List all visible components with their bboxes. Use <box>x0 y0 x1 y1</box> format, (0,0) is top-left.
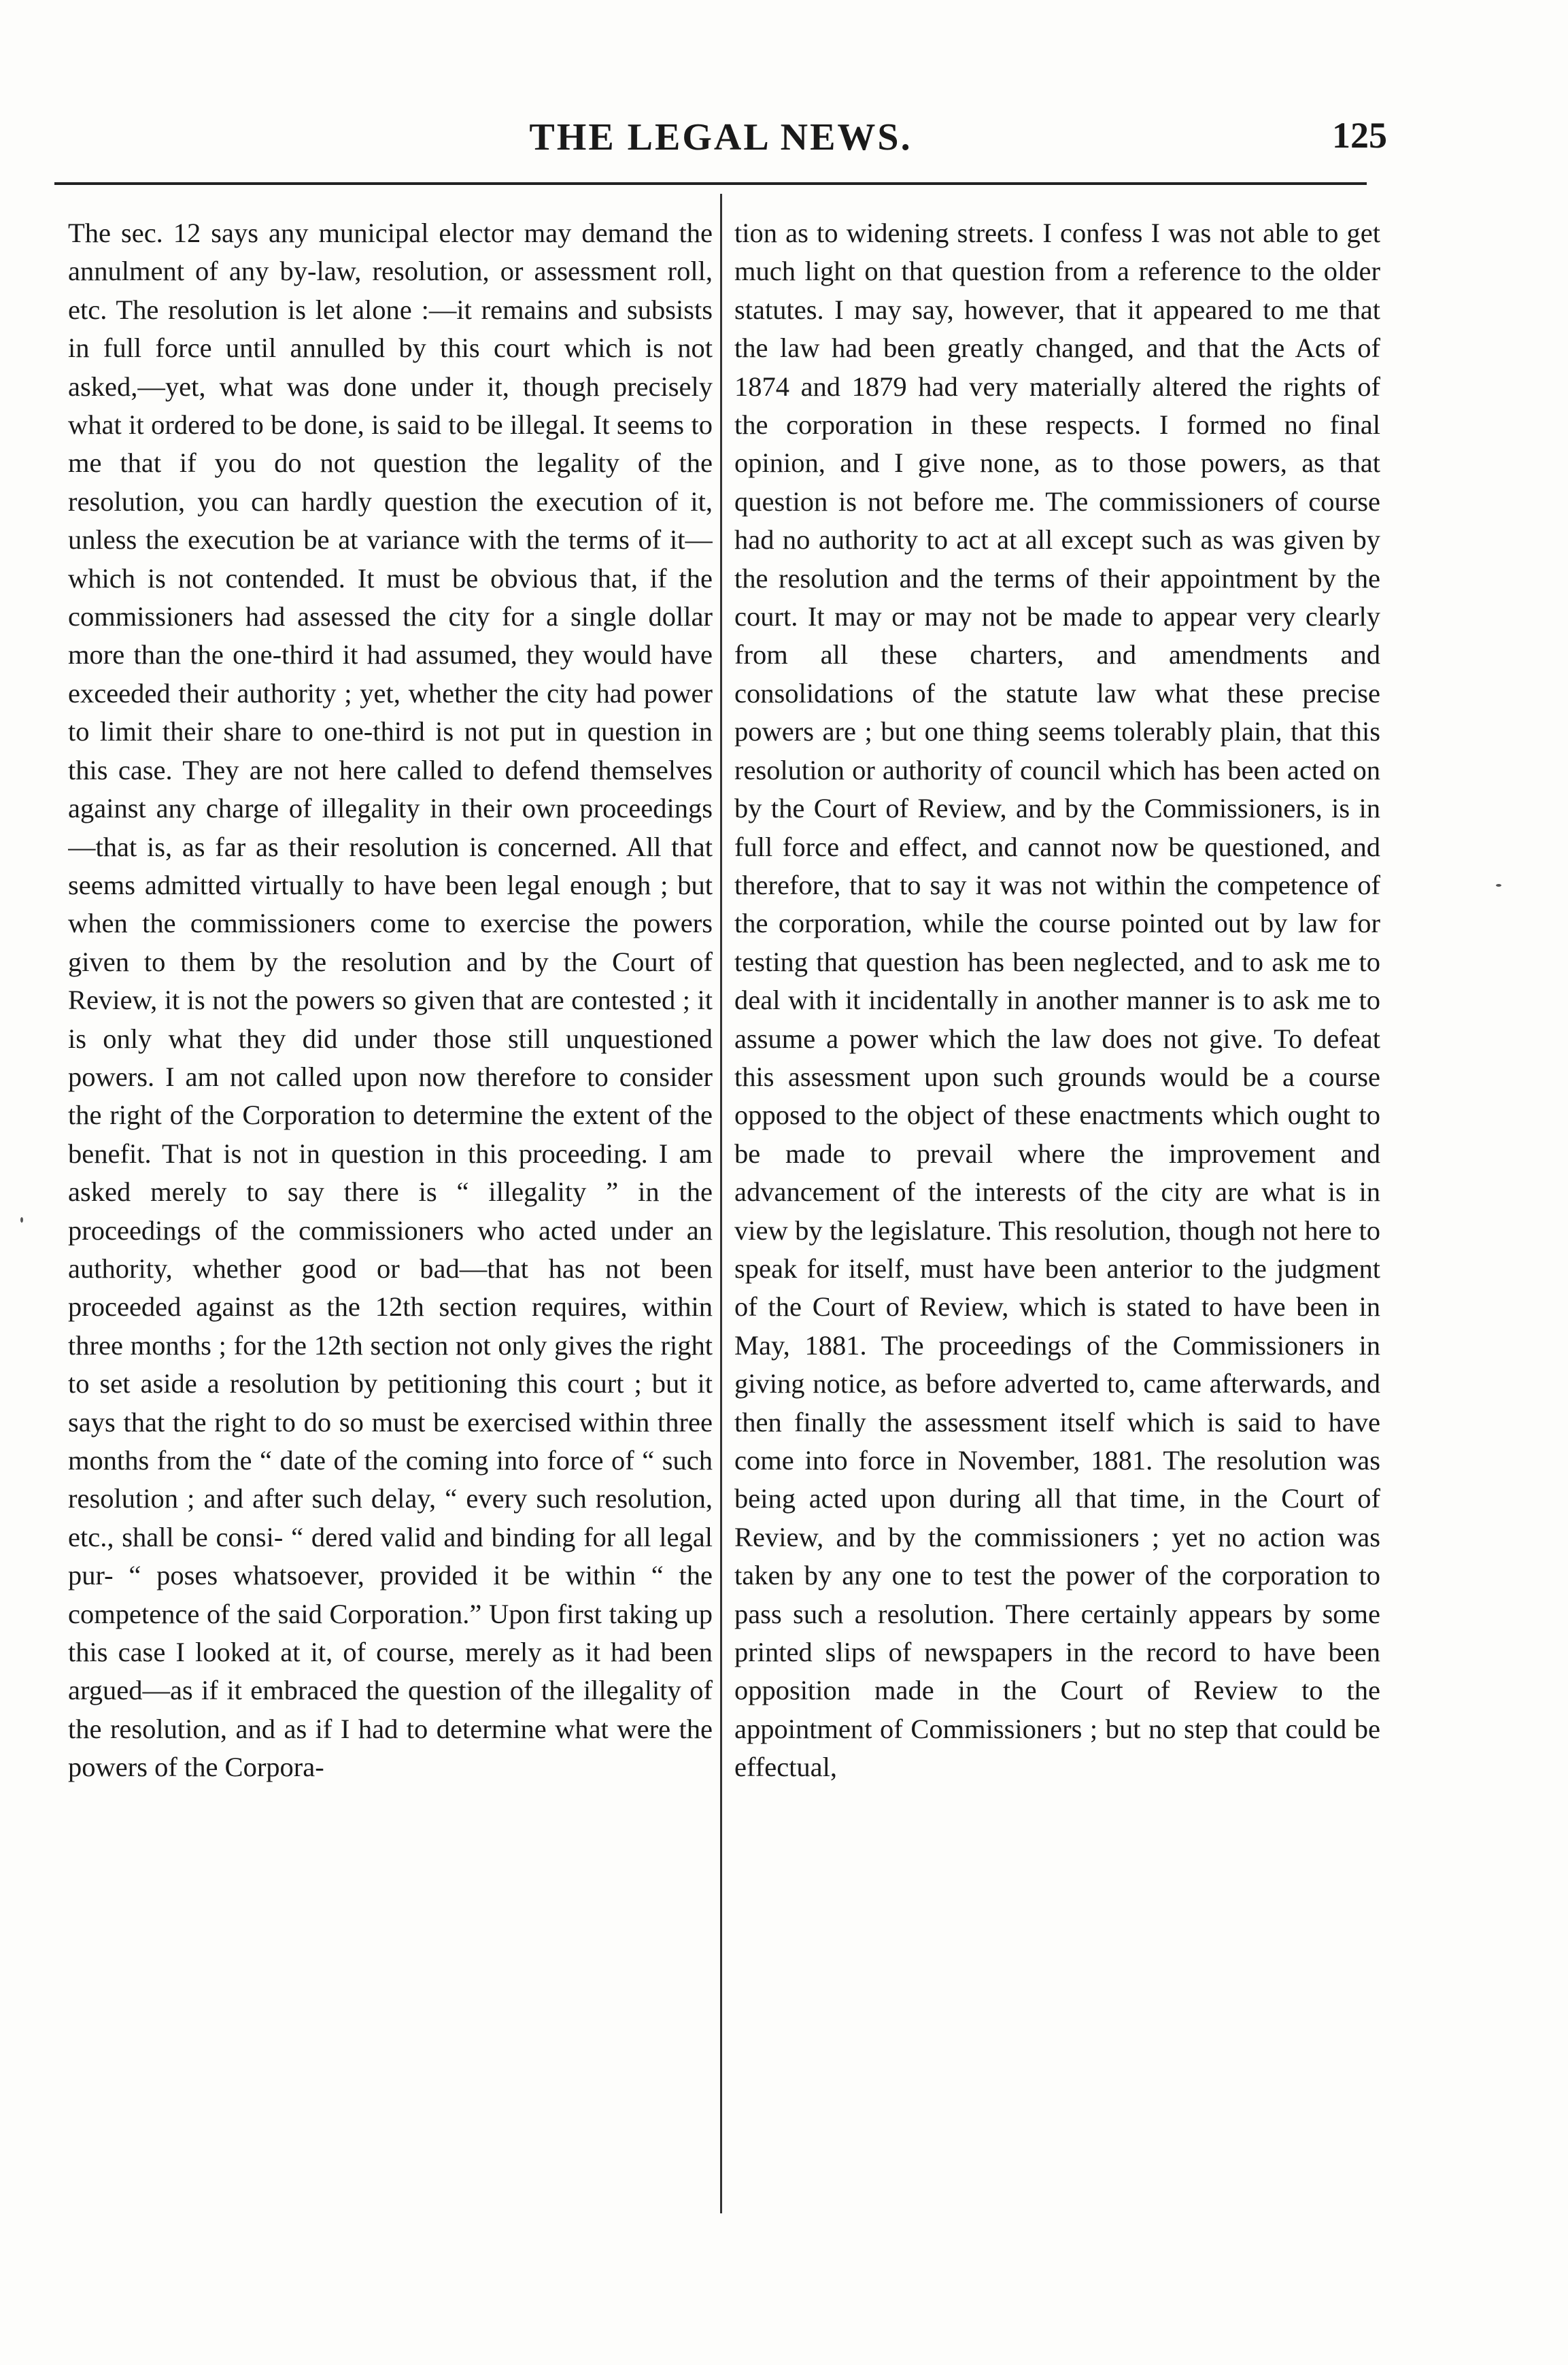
right-column-text: tion as to widening streets. I confess I was not able to get much light on that question from a reference to the older statutes. I may say, however, that it appeared to me that the law had been greatly changed, and that the Acts of 1874 and 1879 had very materially altered the rights of the corporation in these respects. I formed no final opinion, and I give none, as to those powers, as that question is not before me. The commissioners of course had no authority to act at all except such as was given by the resolution and the terms of their appointment by the court. It may or may not be made to appear very clearly from all these charters, and amendments and consolidations of the statute law what these precise powers are ; but one thing seems tolerably plain, that this resolution or authority of council which has been acted on by the Court of Review, and by the Commissioners, is in full force and effect, and cannot now be questioned, and therefore, that to say it was not within the competence of the corporation, while the course pointed out by law for testing that question has been neglected, and to ask me to deal with it incidentally in another manner is to ask me to assume a power which the law does not give. To defeat this assessment upon such grounds would be a course opposed to the object of these enactments which ought to be made to prevail where the improvement and advancement of the interests of the city are what is in view by the legislature. This resolution, though not here to speak for itself, must have been anterior to the judgment of the Court of Review, which is stated to have been in May, 1881. The proceedings of the Commissioners in giving notice, as before adverted to, came afterwards, and then finally the assessment itself which is said to have come into force in November, 1881. The resolution was being acted upon during all that time, in the Court of Review, and by the commissioners ; yet no action was taken by any one to test the power of the corporation to pass such a resolution. There certainly appears by some printed slips of newspapers in the record to have been opposition made in the Court of Review to the appointment of Commissioners ; but no step that could be effectual, <box>734 218 1380 1783</box>
right-column <box>734 214 1380 2186</box>
paper-speck <box>1496 884 1501 887</box>
column-divider <box>720 194 722 2213</box>
left-column <box>68 214 713 2186</box>
paper-speck <box>20 1217 23 1223</box>
left-column-text: The sec. 12 says any municipal elector may demand the annulment of any by-law, resolution, or assessment roll, etc. The resolution is let alone :—it remains and subsists in full force until annulled by this court which is not asked,—yet, what was done under it, though precisely what it ordered to be done, is said to be illegal. It seems to me that if you do not question the legality of the resolution, you can hardly question the execution of it, unless the execution be at variance with the terms of it—which is not contended. It must be obvious that, if the commissioners had assessed the city for a single dollar more than the one-third it had assumed, they would have exceeded their authority ; yet, whether the city had power to limit their share to one-third is not put in question in this case. They are not here called to defend themselves against any charge of illegality in their own proceedings—that is, as far as their resolution is concerned. All that seems admitted virtually to have been legal enough ; but when the commissioners come to exercise the powers given to them by the resolution and by the Court of Review, it is not the powers so given that are contested ; it is only what they did under those still unquestioned powers. I am not called upon now therefore to consider the right of the Corporation to determine the extent of the benefit. That is not in question in this proceeding. I am asked merely to say there is “ illegality ” in the proceedings of the commissioners who acted under an authority, whether good or bad—that has not been proceeded against as the 12th section requires, within three months ; for the 12th section not only gives the right to set aside a resolution by petitioning this court ; but it says that the right to do so must be exercised within three months from the “ date of the coming into force of “ such resolution ; and after such delay, “ every such resolution, etc., shall be consi- “ dered valid and binding for all legal pur- “ poses whatsoever, provided it be within “ the competence of the said Corporation.” Upon first taking up this case I looked at it, of course, merely as it had been argued—as if it embraced the question of the illegality of the resolution, and as if I had to determine what were the powers of the Corpora- <box>68 218 713 1783</box>
running-title: THE LEGAL NEWS. <box>529 116 913 158</box>
page-header <box>54 109 1387 170</box>
page-number: 125 <box>1332 115 1387 156</box>
header-rule <box>54 182 1367 185</box>
